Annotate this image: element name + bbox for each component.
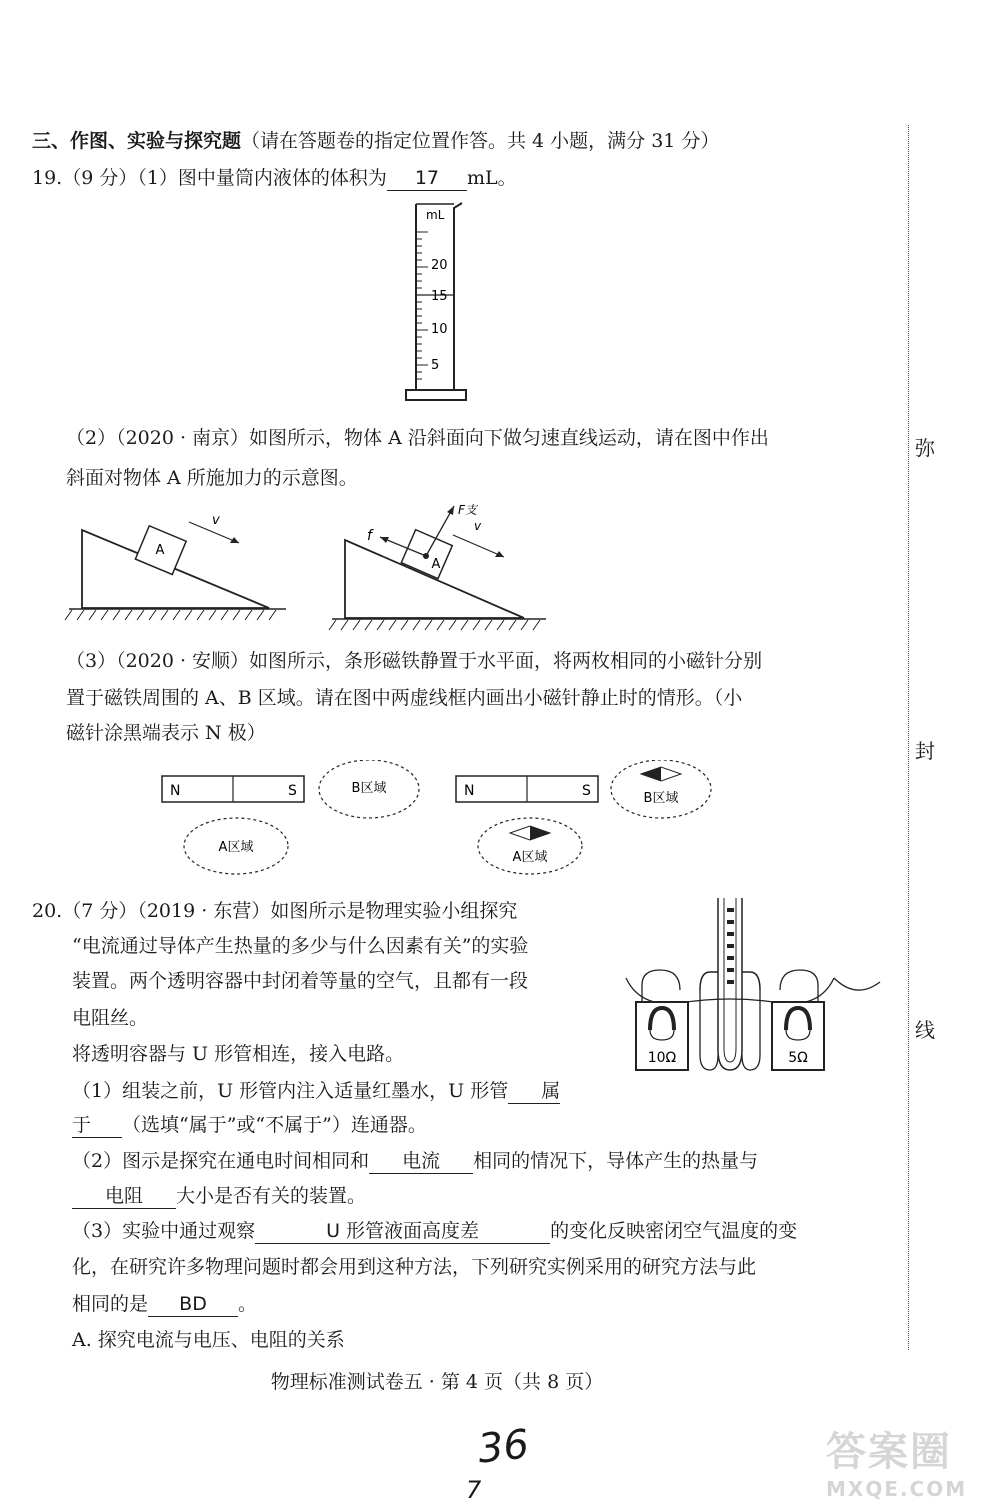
q19-part2-line1: （2）（2020 · 南京）如图所示，物体 A 沿斜面向下做匀速直线运动，请在图中作出 <box>66 427 769 449</box>
velocity-label-left: v <box>212 513 220 528</box>
bar-magnet-right <box>456 760 711 874</box>
q19-unit: mL。 <box>466 167 517 189</box>
margin-label-feng: 封 <box>915 739 935 763</box>
q20-part2-line2 <box>72 1182 366 1210</box>
resistor-left-label: 10Ω <box>647 1050 677 1066</box>
q19-answer: 17 <box>387 166 467 191</box>
q20-part3-line2: 化，在研究许多物理问题时都会用到这种方法，下列研究实例采用的研究方法与此 <box>72 1256 757 1278</box>
margin-label-xian: 线 <box>915 1018 935 1042</box>
q20-part3-line3 <box>72 1290 257 1318</box>
q20-option-a: A. 探究电流与电压、电阻的关系 <box>72 1329 345 1351</box>
watermark-text: 答案圈 <box>826 1429 952 1475</box>
q20-line4: 电阻丝。 <box>72 1007 149 1029</box>
section-header-note: （请在答题卷的指定位置作答。共 4 小题，满分 31 分） <box>241 130 720 152</box>
binding-margin-line <box>908 125 909 1350</box>
block-a-label: A <box>155 543 165 558</box>
resistor-right-label: 5Ω <box>788 1050 808 1066</box>
incline-figures <box>64 502 564 632</box>
q19-part1 <box>32 164 517 192</box>
magnet-n-left: N <box>170 783 181 799</box>
magnet-n-right: N <box>464 783 475 799</box>
q20-line1: 20.（7 分）（2019 · 东营）如图所示是物理实验小组探究 <box>32 900 518 922</box>
section-header-bold: 三、作图、实验与探究题 <box>32 130 242 152</box>
q20-part2-answer1: 电流 <box>369 1149 473 1174</box>
u-tube-apparatus <box>620 890 885 1080</box>
cylinder-tick-10: 10 <box>431 322 448 337</box>
handwritten-mark: 7 <box>466 1476 482 1504</box>
cylinder-tick-15: 15 <box>431 289 448 304</box>
compass-needle-b <box>641 767 661 781</box>
region-a-right: A区域 <box>512 850 548 865</box>
q20-line2: “电流通过导体产生热量的多少与什么因素有关”的实验 <box>72 935 529 957</box>
q20-part3-answer2: BD <box>148 1292 238 1317</box>
handwritten-number: 36 <box>475 1421 532 1473</box>
bar-magnet-figures <box>156 760 716 880</box>
q19-part3-line3: 磁针涂黑端表示 N 极） <box>66 722 266 744</box>
q19-part3-line2: 置于磁铁周围的 A、B 区域。请在图中两虚线框内画出小磁针静止时的情形。（小 <box>66 687 743 709</box>
q20-part3-text-b: 的变化反映密闭空气温度的变 <box>550 1220 798 1242</box>
q20-part3-text-a: （3）实验中通过观察 <box>72 1220 256 1242</box>
region-b-right: B区域 <box>643 791 679 806</box>
q20-part1-text-a: （1）组装之前，U 形管内注入适量红墨水，U 形管 <box>72 1080 509 1102</box>
q20-part2-answer2: 电阻 <box>72 1184 176 1209</box>
magnet-s-left: S <box>288 783 297 799</box>
cylinder-tick-5: 5 <box>431 358 440 373</box>
margin-label-mi: 弥 <box>915 436 935 460</box>
support-force-label: F支 <box>458 503 477 517</box>
q20-part1-answer-a: 属 <box>508 1079 560 1104</box>
q20-part2-text-a: （2）图示是探究在通电时间相同和 <box>72 1150 370 1172</box>
q20-part1-text-b: （选填“属于”或“不属于”）连通器。 <box>122 1114 427 1136</box>
incline-right <box>329 503 546 630</box>
magnet-s-right: S <box>582 783 591 799</box>
q20-part2-text-b: 相同的情况下，导体产生的热量与 <box>473 1150 759 1172</box>
section-header <box>32 127 719 155</box>
region-b-left: B区域 <box>351 781 387 796</box>
friction-label: f <box>367 528 372 544</box>
cylinder-tick-20: 20 <box>431 258 448 273</box>
q20-part3-text-c: 相同的是 <box>72 1293 149 1315</box>
q20-part1-answer-b: 于 <box>72 1113 122 1138</box>
compass-needle-a <box>530 826 550 840</box>
q19-label: 19.（9 分）（1）图中量筒内液体的体积为 <box>32 167 387 189</box>
bar-magnet-left <box>162 760 419 874</box>
q20-part3-answer1: U 形管液面高度差 <box>255 1219 550 1244</box>
q20-part3-line1 <box>72 1217 797 1245</box>
q20-part1-line2 <box>72 1111 427 1139</box>
watermark-url: MXQE.COM <box>826 1477 968 1501</box>
block-a-label-answer: A <box>431 557 441 572</box>
page-footer: 物理标准测试卷五 · 第 4 页（共 8 页） <box>270 1371 604 1393</box>
q19-part3-line1: （3）（2020 · 安顺）如图所示，条形磁铁静置于水平面，将两枚相同的小磁针分别 <box>66 650 763 672</box>
q20-part3-text-d: 。 <box>238 1293 258 1315</box>
cylinder-unit-label: mL <box>426 208 445 222</box>
q20-part1-line1 <box>72 1077 560 1105</box>
watermark-logo <box>826 1420 992 1502</box>
region-a-left: A区域 <box>218 840 254 855</box>
incline-left <box>65 513 286 620</box>
q20-part2-line1 <box>72 1147 758 1175</box>
q19-part2-line2: 斜面对物体 A 所施加力的示意图。 <box>66 467 358 489</box>
q20-line3: 装置。两个透明容器中封闭着等量的空气，且都有一段 <box>72 970 529 992</box>
velocity-label-right: v <box>474 519 482 533</box>
graduated-cylinder-figure <box>404 198 474 410</box>
q20-part2-text-c: 大小是否有关的装置。 <box>176 1185 367 1207</box>
q20-line5: 将透明容器与 U 形管相连，接入电路。 <box>72 1043 405 1065</box>
